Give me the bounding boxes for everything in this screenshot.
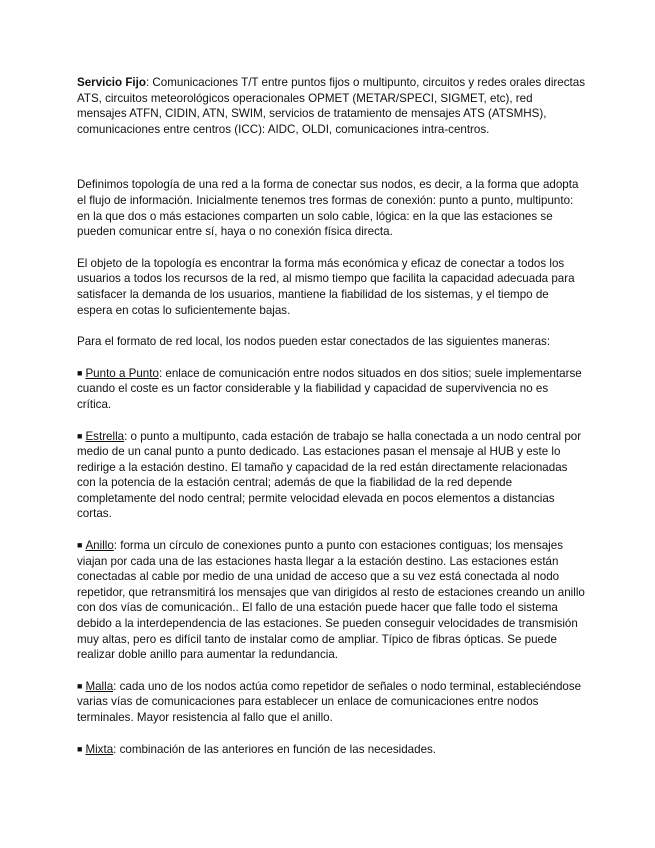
document-page [77,75,585,757]
bullet-square-icon: ■ [77,430,83,441]
topology-term: Estrella [85,429,125,443]
topology-term: Mixta [85,742,114,756]
topology-item-estrella [77,429,585,523]
bullet-square-icon: ■ [77,540,83,551]
topology-term: Punto a Punto [85,366,159,380]
intro-paragraph [77,75,585,137]
paragraph-local-network: Para el formato de red local, los nodos pueden estar conectados de las siguientes maneras: [77,335,551,349]
topology-text: : forma un círculo de conexiones punto a punto con estaciones contiguas; los mensajes viajan por cada una de las estaciones hasta llegar a la estación destino. Las estaciones están conectadas al cable por medio de una unidad de acceso que a su vez está conectada al nodo repetidor, que retransmitirá los mensajes que van dirigidos al resto de estaciones creando un anillo con dos vías de comunicación.. El fallo de una estación puede hacer que falle todo el sistema debido a la interdependencia de las estaciones. Se pueden conseguir velocidades de transmisión muy altas, pero es difícil tanto de instalar como de ampliar. Típico de fibras ópticas. Se puede realizar doble anillo para aumentar la redundancia. [77,539,585,662]
topology-text: : o punto a multipunto, cada estación de trabajo se halla conectada a un nodo central por medio de un canal punto a punto dedicado. Las estaciones pasan el mensaje al HUB y este lo redirige a la estación destino. El tamaño y capacidad de la red están directamente relacionadas con la potencia de la estación central; además de que la fiabilidad de la red depende completamente del nodo central; permite velocidad elevada en pocos elementos a distancias cortas. [77,429,582,521]
bullet-square-icon: ■ [77,743,83,754]
topology-item-punto-a-punto [77,366,585,413]
topology-term: Anillo [85,539,114,553]
paragraph-topology-definition: Definimos topología de una red a la forma de conectar sus nodos, es decir, a la forma que adopta el flujo de información. Inicialmente tenemos tres formas de conexión: punto a punto, multipunto: en la que dos o más estaciones comparten un solo cable, lógica: en la que las estaciones se pueden comunicar entre sí, haya o no conexión física directa. [77,178,579,239]
topology-item-mixta [77,742,585,758]
topology-text: : enlace de comunicación entre nodos situados en dos sitios; suele implementarse cuando el coste es un factor considerable y la fiabilidad y capacidad de supervivencia no es crítica. [77,366,582,411]
bullet-square-icon: ■ [77,680,83,691]
bullet-square-icon: ■ [77,367,83,378]
topology-item-anillo [77,538,585,663]
topology-text: : cada uno de los nodos actúa como repetidor de señales o nodo terminal, estableciéndose varias vías de comunicaciones para establecer un enlace de comunicaciones entre nodos terminales. Mayor resistencia al fallo que el anillo. [77,679,582,724]
paragraph-topology-objective: El objeto de la topología es encontrar la forma más económica y eficaz de conectar a todos los usuarios a todos los recursos de la red, al mismo tiempo que facilita la capacidad adecuada para satisfacer la demanda de los usuarios, mantiene la fiabilidad de los sistemas, y el tiempo de espera en cotas lo suficientemente bajas. [77,256,575,317]
topology-item-malla [77,679,585,726]
intro-text: : Comunicaciones T/T entre puntos fijos o multipunto, circuitos y redes orales directas ATS, circuitos meteorológicos operacionales OPMET (METAR/SPECI, SIGMET, etc), red mensajes ATFN, CIDIN, ATN, SWIM, servicios de tratamiento de mensajes ATS (ATSMHS), comunicaciones entre centros (ICC): AIDC, OLDI, comunicaciones intra-centros. [77,76,586,136]
topology-term: Malla [85,679,114,693]
intro-term: Servicio Fijo [77,76,146,89]
topology-text: : combinación de las anteriores en función de las necesidades. [113,742,437,756]
